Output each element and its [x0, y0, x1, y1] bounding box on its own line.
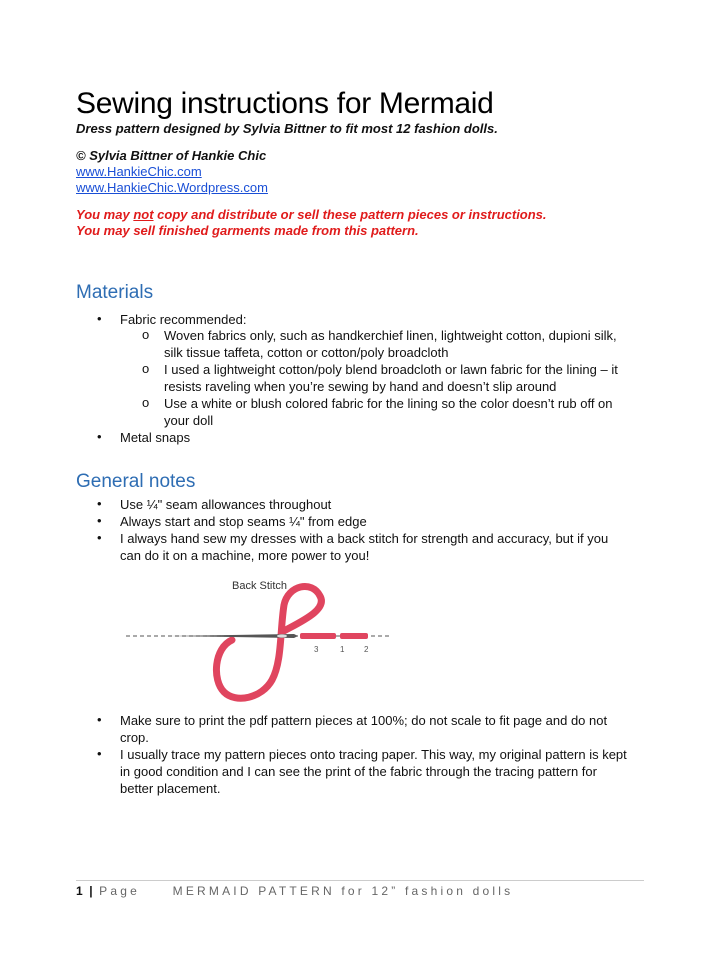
website-link[interactable]: www.HankieChic.com: [76, 164, 202, 179]
bullet: •: [97, 513, 102, 528]
page-footer: [76, 884, 513, 898]
bullet: •: [97, 712, 102, 727]
stitch-segment: [340, 633, 368, 639]
fabric-sub-3-line2: your doll: [164, 413, 214, 428]
subtitle: Dress pattern designed by Sylvia Bittner to fit most 12 fashion dolls.: [76, 121, 498, 136]
general-notes-heading: General notes: [76, 471, 196, 492]
note-print-line1: Make sure to print the pdf pattern pieces at 100%; do not scale to fit page and do not: [120, 713, 608, 728]
footer-title: MERMAID PATTERN for 12” fashion dolls: [172, 884, 514, 898]
materials-heading: Materials: [76, 282, 154, 303]
stitch-number-2: 2: [364, 645, 369, 654]
needle-eye: [277, 634, 287, 637]
footer-separator: |: [89, 884, 93, 898]
copy-warning: [76, 207, 547, 222]
note-seam-allowance: Use ¼" seam allowances throughout: [120, 497, 332, 512]
note-trace-line1: I usually trace my pattern pieces onto tracing paper. This way, my original pattern is kept: [120, 747, 627, 762]
metal-snaps: Metal snaps: [120, 430, 191, 445]
page-word: Page: [99, 884, 140, 898]
fabric-sub-2-line2: resists raveling when you’re sewing by hand and doesn’t slip around: [164, 379, 557, 394]
bullet: •: [97, 496, 102, 511]
fabric-sub-1-line2: silk tissue taffeta, cotton or cotton/poly broadcloth: [164, 345, 449, 360]
note-back-stitch-line2: can do it on a machine, more power to you!: [120, 548, 370, 563]
page-number: 1: [76, 884, 83, 898]
note-trace-line2: in good condition and I can see the print of the fabric through the tracing pattern for: [120, 764, 597, 779]
note-print-line2: crop.: [120, 730, 149, 745]
warning-not: not: [133, 207, 154, 222]
stitch-number-3: 3: [314, 645, 319, 654]
bullet: •: [97, 746, 102, 761]
fabric-recommended: Fabric recommended:: [120, 312, 247, 327]
note-trace-line3: better placement.: [120, 781, 221, 796]
sub-bullet: o: [142, 361, 150, 376]
page-title: Sewing instructions for Mermaid: [76, 87, 494, 120]
stitch-segment: [300, 633, 336, 639]
footer-divider: [76, 880, 644, 881]
stitch-number-1: 1: [340, 645, 345, 654]
note-start-stop: Always start and stop seams ¼" from edge: [120, 514, 367, 529]
warning-after: copy and distribute or sell these pattern pieces or instructions.: [153, 207, 547, 222]
bullet: •: [97, 311, 102, 326]
fabric-sub-3-line1: Use a white or blush colored fabric for the lining so the color doesn’t rub off on: [164, 396, 613, 411]
sub-bullet: o: [142, 395, 150, 410]
sub-bullet: o: [142, 327, 150, 342]
thread: [216, 586, 321, 698]
blog-link[interactable]: www.HankieChic.Wordpress.com: [76, 180, 268, 195]
fabric-sub-1-line1: Woven fabrics only, such as handkerchief linen, lightweight cotton, dupioni silk,: [164, 328, 617, 343]
copyright-line: © Sylvia Bittner of Hankie Chic: [76, 148, 267, 163]
warning-before: You may: [76, 207, 134, 222]
fabric-sub-2-line1: I used a lightweight cotton/poly blend broadcloth or lawn fabric for the lining – it: [164, 362, 618, 377]
back-stitch-label: Back Stitch: [232, 580, 288, 592]
note-back-stitch-line1: I always hand sew my dresses with a back stitch for strength and accuracy, but if you: [120, 531, 609, 546]
bullet: •: [97, 429, 102, 444]
back-stitch-illustration: [122, 570, 402, 705]
sell-notice: You may sell finished garments made from this pattern.: [76, 223, 419, 238]
bullet: •: [97, 530, 102, 545]
